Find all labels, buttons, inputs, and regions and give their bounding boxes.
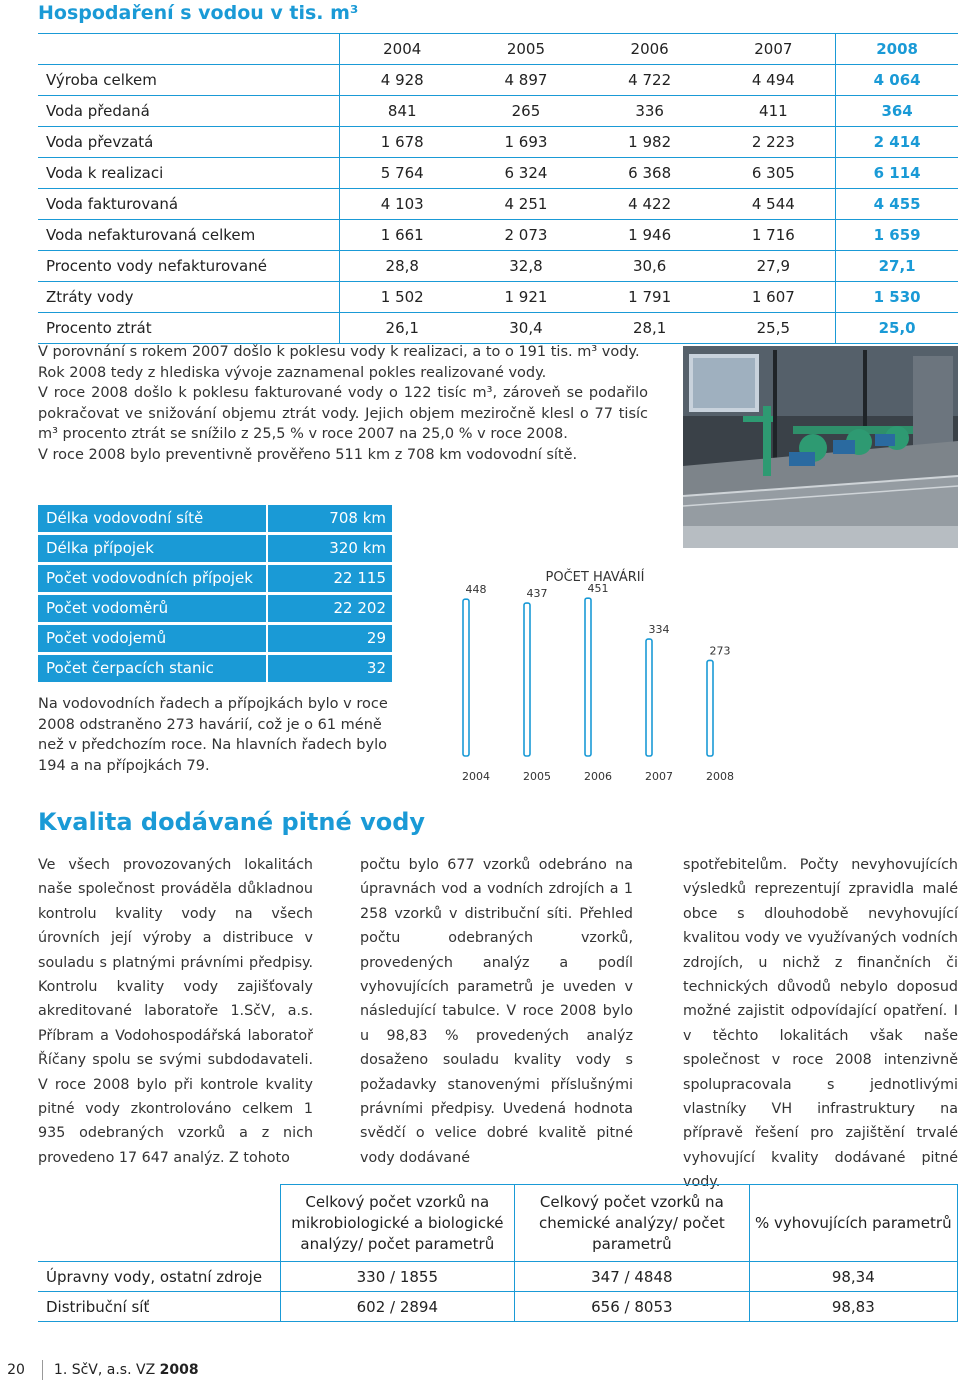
- samples-row: [38, 1262, 958, 1292]
- cell-value: 32,8: [509, 257, 543, 275]
- network-row: [38, 655, 392, 682]
- cell-value: 4 103: [380, 195, 424, 213]
- network-label: Počet vodojemů: [46, 629, 167, 647]
- quality-column-2: počtu bylo 677 vzorků odebráno na úpravnách vod a vodních zdrojích a 1 258 vzorků v distribuční síti. Přehled počtu odebraných vzorků, provedených analýz a podíl vyhovujících parametrů je uveden v následující tabulce. V roce 2008 bylo u 98,83 % provedených analýz dosaženo souladu kvality vody s požadavky stanovenými příslušnými právními předpisy. Uvedená hodnota svědčí o velice dobré kvalitě pitné vody dodávané: [360, 857, 633, 1166]
- cell-value: 5 764: [380, 164, 424, 182]
- network-label: Délka vodovodní sítě: [46, 509, 204, 527]
- samples-row-label: Distribuční síť: [46, 1297, 150, 1316]
- samples-cell: 98,83: [749, 1292, 957, 1322]
- chart-category-label: 2004: [462, 770, 490, 783]
- cell-value: 1 791: [628, 288, 672, 306]
- cell-value: 25,5: [712, 313, 836, 344]
- chart-value-label: 273: [709, 644, 731, 658]
- cell-value: 6 305: [712, 158, 836, 189]
- samples-cell: 656 / 8053: [515, 1292, 750, 1322]
- corner-cell: [38, 1185, 280, 1262]
- chart-category-label: 2005: [523, 770, 551, 783]
- network-row: [38, 595, 392, 622]
- cell-value: 1 982: [628, 133, 672, 151]
- samples-header-row: [38, 1185, 958, 1262]
- cell-value: 26,1: [385, 319, 419, 337]
- cell-value-highlight: 25,0: [878, 319, 916, 337]
- divider: [266, 625, 268, 652]
- chart-value-label: 334: [648, 623, 670, 637]
- cell-value-highlight: 1 659: [873, 226, 921, 244]
- cell-value: 265: [511, 102, 541, 120]
- cell-value: 6 368: [628, 164, 672, 182]
- intro-paragraph: [38, 342, 648, 466]
- cell-value: 1 693: [504, 133, 548, 151]
- table-row: [38, 96, 958, 127]
- footer-year: 2008: [159, 1362, 199, 1378]
- divider: [266, 655, 268, 682]
- cell-value: 336: [635, 102, 664, 120]
- intro-line: V roce 2008 došlo k poklesu fakturované vody o 122 tisíc m³, zároveň se podařilo pokračovat ve snižování objemu ztrát vody. Jejich objem meziročně klesl o 77 tisíc m³ procento ztrát se snížilo z 25,5 % v roce 2007 na 25,0 % v roce 2008.: [38, 385, 648, 443]
- samples-table: [38, 1184, 958, 1322]
- table-row: [38, 282, 958, 313]
- cell-value: 30,6: [632, 257, 667, 275]
- chart-value-label: 451: [587, 582, 609, 596]
- network-info-table: [38, 505, 392, 685]
- year-header: 2004: [383, 40, 422, 58]
- samples-cell: 98,34: [749, 1262, 957, 1292]
- row-label: Voda předaná: [38, 96, 340, 127]
- cell-value: 1 921: [504, 288, 548, 306]
- cell-value: 27,9: [712, 251, 836, 282]
- cell-value: 1 946: [628, 226, 672, 244]
- cell-value: 4 722: [628, 71, 672, 89]
- chart-value-label: 437: [526, 587, 548, 601]
- table-row: [38, 189, 958, 220]
- network-value: 29: [366, 629, 386, 647]
- chart-bar-2004: [463, 599, 469, 756]
- page-footer: [0, 1360, 199, 1380]
- year-header: 2007: [712, 34, 836, 65]
- network-value: 708 km: [329, 509, 386, 527]
- cell-value-highlight: 364: [881, 102, 913, 120]
- samples-cell: 602 / 2894: [280, 1292, 515, 1322]
- breakdowns-paragraph: Na vodovodních řadech a přípojkách bylo v roce 2008 odstraněno 273 havárií, což je o 61 méně než v předchozím roce. Na hlavních řadech bylo 194 a na přípojkách 79.: [38, 696, 388, 774]
- table-row: [38, 65, 958, 96]
- cell-value: 1 716: [712, 220, 836, 251]
- chart-category-label: 2008: [706, 770, 734, 783]
- divider: [266, 565, 268, 592]
- cell-value: 841: [387, 102, 417, 120]
- cell-value: 28,1: [632, 319, 667, 337]
- table-row: [38, 313, 958, 344]
- divider: [266, 535, 268, 562]
- row-label: Voda nefakturovaná celkem: [38, 220, 340, 251]
- divider: [266, 505, 268, 532]
- cell-value: 1 661: [380, 226, 424, 244]
- samples-header: % vyhovujících parametrů: [749, 1185, 957, 1262]
- row-label: Procento vody nefakturované: [38, 251, 340, 282]
- chart-category-label: 2006: [584, 770, 612, 783]
- cell-value-highlight: 2 414: [873, 133, 921, 151]
- footer-divider: [42, 1360, 43, 1380]
- cell-value: 1 502: [380, 288, 424, 306]
- network-value: 22 115: [333, 569, 386, 587]
- water-management-table: [38, 33, 958, 344]
- cell-value: 1 607: [712, 282, 836, 313]
- cell-value-highlight: 4 455: [873, 195, 921, 213]
- cell-value: 4 251: [504, 195, 548, 213]
- samples-cell: 330 / 1855: [280, 1262, 515, 1292]
- network-value: 22 202: [333, 599, 386, 617]
- cell-value: 411: [712, 96, 836, 127]
- samples-header: Celkový počet vzorků na chemické analýzy/ počet parametrů: [515, 1185, 750, 1262]
- network-label: Délka přípojek: [46, 539, 154, 557]
- cell-value-highlight: 27,1: [878, 257, 916, 275]
- page-number: 20: [7, 1362, 25, 1378]
- breakdowns-chart: [440, 560, 740, 790]
- cell-value: 6 324: [504, 164, 548, 182]
- intro-line: V porovnání s rokem 2007 došlo k poklesu vody k realizaci, a to o 191 tis. m³ vody.: [38, 344, 640, 360]
- cell-value: 4 897: [504, 71, 548, 89]
- samples-row-label: Úpravny vody, ostatní zdroje: [46, 1267, 263, 1286]
- table-row: [38, 158, 958, 189]
- corner-cell: [38, 34, 340, 65]
- chart-bar-2005: [524, 603, 530, 756]
- row-label: Voda fakturovaná: [38, 189, 340, 220]
- network-label: Počet čerpacích stanic: [46, 659, 214, 677]
- network-label: Počet vodovodních přípojek: [46, 569, 253, 587]
- row-label: Voda převzatá: [38, 127, 340, 158]
- network-value: 32: [366, 659, 386, 677]
- network-row: [38, 625, 392, 652]
- cell-value-highlight: 6 114: [873, 164, 921, 182]
- network-value: 320 km: [329, 539, 386, 557]
- cell-value: 30,4: [509, 319, 543, 337]
- chart-title: POČET HAVÁRIÍ: [545, 570, 645, 585]
- cell-value: 4 544: [712, 189, 836, 220]
- cell-value: 4 928: [380, 71, 424, 89]
- network-row: [38, 565, 392, 592]
- cell-value: 2 073: [504, 226, 548, 244]
- network-row: [38, 505, 392, 532]
- pump-station-illustration: [683, 346, 958, 548]
- chart-bar-2008: [707, 660, 713, 756]
- row-label: Ztráty vody: [38, 282, 340, 313]
- cell-value: 28,8: [385, 257, 419, 275]
- chart-category-label: 2007: [645, 770, 673, 783]
- network-label: Počet vodoměrů: [46, 599, 169, 617]
- cell-value: 2 223: [712, 127, 836, 158]
- cell-value: 1 678: [380, 133, 424, 151]
- table-row: [38, 127, 958, 158]
- table-row: [38, 220, 958, 251]
- samples-cell: 347 / 4848: [515, 1262, 750, 1292]
- cell-value-highlight: 1 530: [873, 288, 921, 306]
- row-label: Procento ztrát: [38, 313, 340, 344]
- row-label: Voda k realizaci: [38, 158, 340, 189]
- row-label: Výroba celkem: [38, 65, 340, 96]
- table-header-row: [38, 34, 958, 65]
- intro-line: Rok 2008 tedy z hlediska vývoje zaznamenal pokles realizované vody.: [38, 364, 547, 381]
- year-header: 2006: [630, 40, 669, 58]
- cell-value: 4 494: [712, 65, 836, 96]
- divider: [266, 595, 268, 622]
- year-header: 2005: [506, 40, 546, 58]
- chart-value-label: 448: [465, 583, 487, 597]
- cell-value: 4 422: [628, 195, 672, 213]
- quality-column-3: spotřebitelům. Počty nevyhovujících výsledků reprezentují zpravidla malé obce s dlouhodobě nevyhovující kvalitou vody ve využívaných vodních zdrojích, u nichž z finančních či technických důvodů nebylo doposud možné zajistit odpovídající opatření. I v těchto lokalitách však naše společnost v roce 2008 intenzivně spolupracovala s jednotlivými vlastníky VH infrastruktury na přípravě řešení pro zajištění trvalé vyhovující kvality dodávané pitné vody.: [683, 857, 958, 1191]
- samples-row: [38, 1292, 958, 1322]
- quality-heading: Kvalita dodávané pitné vody: [38, 808, 426, 836]
- year-header-highlight: 2008: [876, 40, 918, 58]
- samples-header: Celkový počet vzorků na mikrobiologické a biologické analýzy/ počet parametrů: [280, 1185, 515, 1262]
- intro-line: V roce 2008 bylo preventivně prověřeno 511 km z 708 km vodovodní sítě.: [38, 446, 578, 463]
- pump-station-photo: [683, 346, 958, 548]
- chart-bar-2007: [646, 639, 652, 756]
- cell-value-highlight: 4 064: [873, 71, 921, 89]
- page-title: Hospodaření s vodou v tis. m³: [38, 2, 359, 24]
- network-row: [38, 535, 392, 562]
- chart-bar-2006: [585, 598, 591, 756]
- table-row: [38, 251, 958, 282]
- breakdowns-chart-svg: [440, 560, 740, 790]
- quality-column-1: Ve všech provozovaných lokalitách naše společnost prováděla důkladnou kontrolu kvality vody na všech úrovních její výroby a distribuce v souladu s platnými právními předpisy. Kontrolu kvality vody zajišťovaly akreditované laboratoře 1.SčV, a.s. Příbram a Vodohospodářská laboratoř Říčany spolu se svými subdodavateli. V roce 2008 bylo při kontrole kvality pitné vody zkontrolováno celkem 1 935 odebraných vzorků a z nich provedeno 17 647 analýz. Z tohoto: [38, 857, 313, 1166]
- footer-company: 1. SčV, a.s. VZ: [53, 1362, 156, 1378]
